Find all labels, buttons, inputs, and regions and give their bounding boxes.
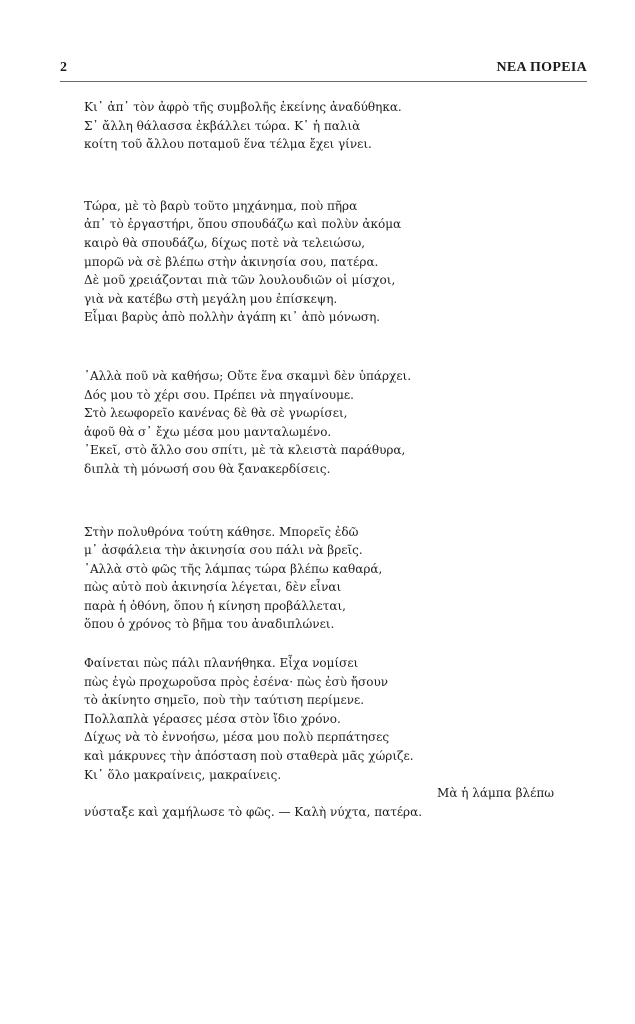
poem-line: γιὰ νὰ κατέβω στὴ μεγάλη μου ἐπίσκεψη. [84, 291, 338, 306]
poem-line: Εἶμαι βαρὺς ἀπὸ πολλὴν ἀγάπη κι᾽ ἀπὸ μόνωση. [84, 310, 381, 325]
poem-line: Δὲ μοῦ χρειάζονται πιὰ τῶν λουλουδιῶν οἱ μίσχοι, [84, 273, 396, 288]
poem-body [84, 98, 554, 821]
poem-line: τὸ ἀκίνητο σημεῖο, ποὺ τὴν ταύτιση περίμενε. [84, 693, 365, 708]
poem-line: ὅπου ὁ χρόνος τὸ βῆμα του ἀναδιπλώνει. [84, 617, 335, 632]
journal-title: ΝΕΑ ΠΟΡΕΙΑ [496, 60, 587, 75]
poem-line: ἀφοῦ θὰ σ᾽ ἔχω μέσα μου μανταλωμένο. [84, 424, 332, 439]
stanza-break [84, 327, 554, 367]
stanza-break [84, 634, 554, 654]
poem-line: πὼς αὐτὸ ποὺ ἀκινησία λέγεται, δὲν εἶναι [84, 580, 342, 595]
stanza-2 [84, 197, 554, 327]
poem-line: Δός μου τὸ χέρι σου. Πρέπει νὰ πηγαίνουμε. [84, 387, 354, 402]
poem-line: διπλὰ τὴ μόνωσή σου θὰ ξανακερδίσεις. [84, 461, 331, 476]
header-rule [60, 81, 587, 82]
poem-line: μπορῶ νὰ σὲ βλέπω στὴν ἀκινησία σου, πατέρα. [84, 254, 379, 269]
poem-line: μ᾽ ἀσφάλεια τὴν ἀκινησία σου πάλι νὰ βρεῖς. [84, 543, 363, 558]
poem-line: Κι᾽ ὅλο μακραίνεις, μακραίνεις. [84, 767, 282, 782]
stanza-break [84, 479, 554, 523]
poem-line-indented: Μὰ ἡ λάμπα βλέπω [437, 786, 554, 801]
poem-line: Σ᾽ ἄλλη θάλασσα ἐκβάλλει τώρα. Κ᾽ ἡ παλιὰ [84, 118, 361, 133]
poem-line: καιρὸ θὰ σπουδάζω, δίχως ποτὲ νὰ τελειώσω, [84, 235, 366, 250]
stanza-break [84, 154, 554, 197]
poem-line: παρὰ ἡ ὀθόνη, ὅπου ἡ κίνηση προβάλλεται, [84, 598, 346, 613]
page-number: 2 [60, 60, 67, 75]
page-header [60, 60, 587, 82]
poem-line: ᾽Αλλὰ στὸ φῶς τῆς λάμπας τώρα βλέπω καθαρά, [84, 561, 383, 576]
poem-line: Κι᾽ ἀπ᾽ τὸν ἀφρὸ τῆς συμβολῆς ἐκείνης ἀναδύθηκα. [84, 100, 402, 114]
poem-line: ᾽Εκεῖ, στὸ ἄλλο σου σπίτι, μὲ τὰ κλειστὰ παράθυρα, [84, 443, 406, 458]
poem-line: καὶ μάκρυνες τὴν ἀπόσταση ποὺ σταθερὰ μᾶς χώριζε. [84, 749, 414, 764]
stanza-1 [84, 98, 554, 154]
poem-line: ἀπ᾽ τὸ ἐργαστήρι, ὅπου σπουδάζω καὶ πολὺν ἀκόμα [84, 217, 402, 232]
stanza-3 [84, 367, 554, 479]
poem-line: κοίτη τοῦ ἄλλου ποταμοῦ ἕνα τέλμα ἔχει γίνει. [84, 137, 372, 152]
poem-line: Στὴν πολυθρόνα τούτη κάθησε. Μπορεῖς ἐδῶ [84, 524, 359, 539]
stanza-4 [84, 523, 554, 635]
poem-line: ᾽Αλλὰ ποῦ νὰ καθήσω; Οὔτε ἕνα σκαμνὶ δὲν ὑπάρχει. [84, 368, 412, 383]
poem-final-line: νύσταξε καὶ χαμήλωσε τὸ φῶς. — Καλὴ νύχτα, πατέρα. [84, 804, 423, 819]
poem-line: Στὸ λεωφορεῖο κανένας δὲ θὰ σὲ γνωρίσει, [84, 406, 348, 421]
poem-line: Δίχως νὰ τὸ ἐννοήσω, μέσα μου πολὺ περπάτησες [84, 730, 390, 745]
poem-line: Φαίνεται πὼς πάλι πλανήθηκα. Εἶχα νομίσει [84, 656, 359, 671]
poem-line: πὼς ἐγὼ προχωροῦσα πρὸς ἐσένα· πὼς ἐσὺ ἤσουν [84, 674, 389, 689]
stanza-5 [84, 654, 554, 821]
poem-line: Πολλαπλὰ γέρασες μέσα στὸν ἴδιο χρόνο. [84, 711, 341, 726]
poem-line: Τώρα, μὲ τὸ βαρὺ τοῦτο μηχάνημα, ποὺ πῆρα [84, 198, 358, 213]
